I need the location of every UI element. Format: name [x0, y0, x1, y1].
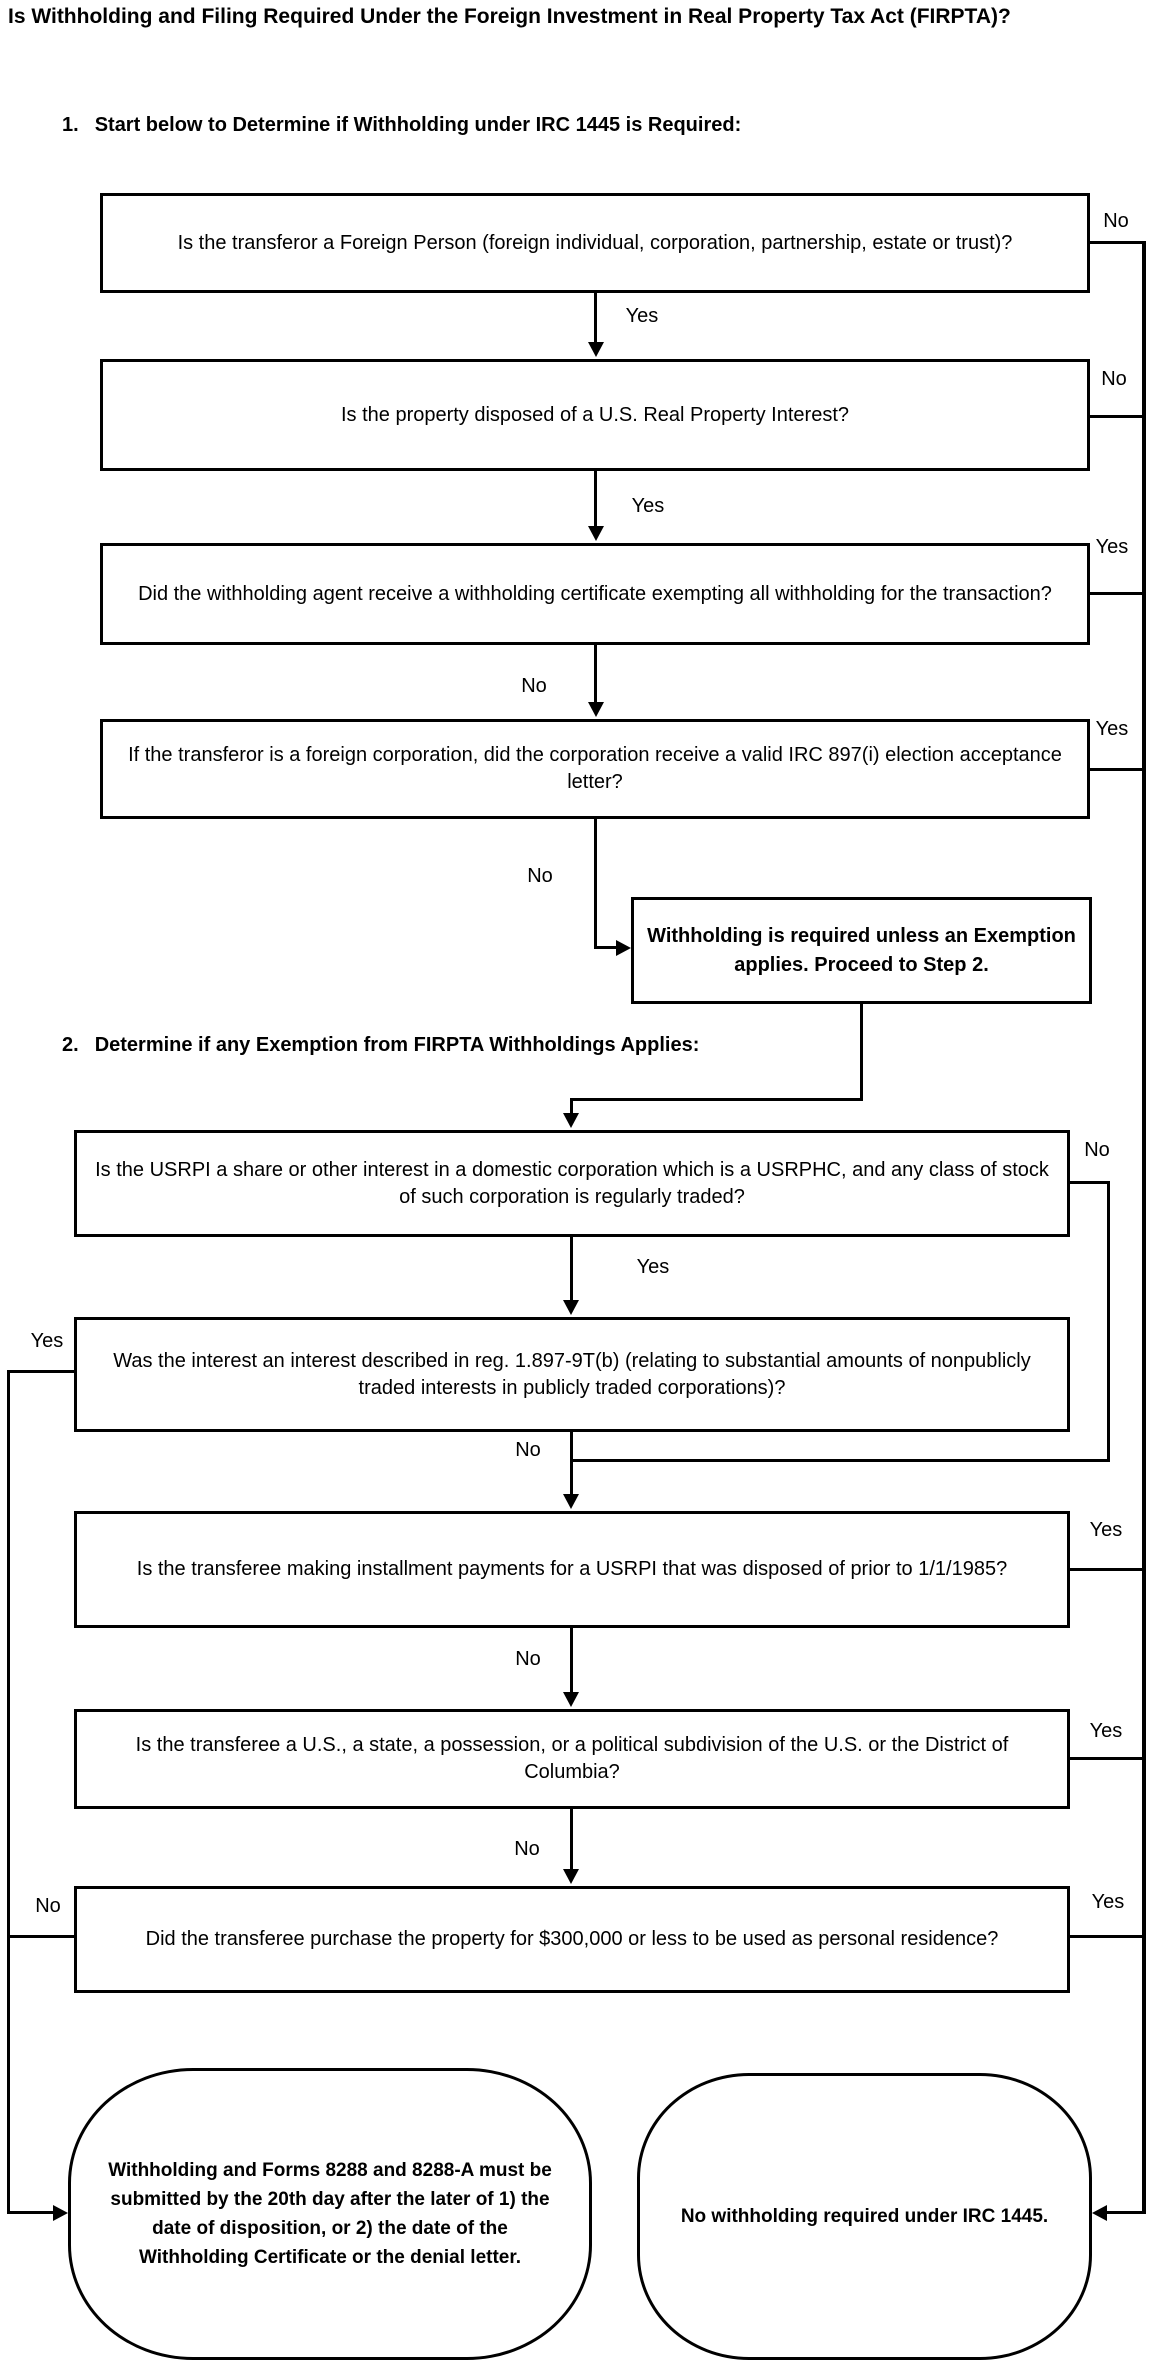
- connector-into-file-forms: [7, 2211, 53, 2214]
- edge-label-q6-yes: Yes: [28, 1330, 67, 1352]
- connector-q7-no: [570, 1628, 573, 1692]
- arrowhead-q1-yes: [588, 342, 604, 357]
- decision-reg-1897-9tb: Was the interest an interest described in reg. 1.897-9T(b) (relating to substantial amounts of nonpublicly traded interests in publicly traded corporations)?: [74, 1317, 1070, 1432]
- step1-number: 1.: [62, 114, 79, 136]
- page-title: Is Withholding and Filing Required Under the Foreign Investment in Real Property Tax Act (FIRPTA)?: [8, 5, 1011, 28]
- edge-label-q5-no: No: [1081, 1139, 1113, 1161]
- arrowhead-into-file-forms: [53, 2205, 68, 2221]
- arrowhead-step2-entry: [563, 1113, 579, 1128]
- connector-q4-no-horizontal: [594, 946, 616, 949]
- connector-q5-no-out: [1068, 1181, 1110, 1184]
- connector-q2-yes: [594, 471, 597, 526]
- arrowhead-q6-no: [563, 1494, 579, 1509]
- edge-label-q1-no: No: [1100, 210, 1132, 232]
- decision-installment-payments: Is the transferee making installment payments for a USRPI that was disposed of prior to 1/1/1985?: [74, 1511, 1070, 1628]
- connector-right-collector: [1142, 241, 1146, 2214]
- connector-q5-no-down: [1107, 1181, 1110, 1462]
- edge-label-q8-no: No: [511, 1838, 543, 1860]
- decision-usrphc-regularly-traded: Is the USRPI a share or other interest in a domestic corporation which is a USRPHC, and any class of stock of such corporation is regularly traded?: [74, 1130, 1070, 1237]
- connector-q1-no: [1088, 241, 1142, 244]
- edge-label-q2-no: No: [1098, 368, 1130, 390]
- connector-q3-no: [594, 645, 597, 702]
- edge-label-q3-no: No: [518, 675, 550, 697]
- decision-withholding-certificate: Did the withholding agent receive a withholding certificate exempting all withholding for the transaction?: [100, 543, 1090, 645]
- edge-label-q2-yes: Yes: [629, 495, 668, 517]
- connector-step2-entry: [570, 1098, 573, 1113]
- arrowhead-into-no-withholding: [1092, 2205, 1107, 2221]
- arrowhead-q3-no: [588, 702, 604, 717]
- connector-q6-no: [570, 1432, 573, 1494]
- terminal-file-forms-8288: Withholding and Forms 8288 and 8288-A must be submitted by the 20th day after the later of 1) the date of disposition, or 2) the date of the Withholding Certificate or the denial letter.: [68, 2068, 592, 2360]
- terminal-no-withholding: No withholding required under IRC 1445.: [637, 2073, 1092, 2360]
- connector-q5-yes: [570, 1237, 573, 1300]
- connector-q9-yes: [1068, 1935, 1142, 1938]
- arrowhead-q8-no: [563, 1869, 579, 1884]
- connector-q4-no-vertical: [594, 819, 597, 949]
- connector-q7-yes: [1068, 1568, 1142, 1571]
- connector-left-collector: [7, 1370, 10, 2213]
- arrowhead-q7-no: [563, 1692, 579, 1707]
- step1-heading-text: Start below to Determine if Withholding under IRC 1445 is Required:: [94, 114, 742, 136]
- edge-label-q6-no: No: [512, 1439, 544, 1461]
- edge-label-q8-yes: Yes: [1087, 1720, 1126, 1742]
- connector-q8-yes: [1068, 1757, 1142, 1760]
- connector-q2-no: [1088, 415, 1142, 418]
- edge-label-q7-yes: Yes: [1087, 1519, 1126, 1541]
- step2-number: 2.: [62, 1034, 79, 1056]
- edge-label-q3-yes: Yes: [1093, 536, 1132, 558]
- step2-heading: [62, 1032, 699, 1058]
- decision-usrpi: Is the property disposed of a U.S. Real Property Interest?: [100, 359, 1090, 471]
- edge-label-q9-no: No: [32, 1895, 64, 1917]
- connector-q3-yes: [1088, 592, 1142, 595]
- edge-label-q1-yes: Yes: [623, 305, 662, 327]
- arrowhead-into-withholding-required: [616, 940, 631, 956]
- decision-300k-personal-residence: Did the transferee purchase the property for $300,000 or less to be used as personal residence?: [74, 1886, 1070, 1993]
- connector-required-down: [860, 1004, 863, 1101]
- edge-label-q4-yes: Yes: [1093, 718, 1132, 740]
- edge-label-q9-yes: Yes: [1089, 1891, 1128, 1913]
- step1-heading: [62, 112, 741, 138]
- edge-label-q4-no: No: [524, 865, 556, 887]
- connector-q4-yes: [1088, 768, 1142, 771]
- connector-into-no-withholding: [1107, 2211, 1142, 2214]
- arrowhead-q2-yes: [588, 526, 604, 541]
- connector-q8-no: [570, 1809, 573, 1869]
- edge-label-q5-yes: Yes: [634, 1256, 673, 1278]
- decision-us-government-transferee: Is the transferee a U.S., a state, a possession, or a political subdivision of the U.S. or the District of Columbia?: [74, 1709, 1070, 1809]
- connector-q1-yes: [594, 293, 597, 342]
- connector-q9-no: [7, 1935, 74, 1938]
- arrowhead-q5-yes: [563, 1300, 579, 1315]
- edge-label-q7-no: No: [512, 1648, 544, 1670]
- connector-required-left: [570, 1098, 863, 1101]
- step2-heading-text: Determine if any Exemption from FIRPTA Withholdings Applies:: [94, 1034, 700, 1056]
- decision-irc-897i-election: If the transferor is a foreign corporation, did the corporation receive a valid IRC 897(i) election acceptance letter?: [100, 719, 1090, 819]
- process-withholding-required: Withholding is required unless an Exemption applies. Proceed to Step 2.: [631, 897, 1092, 1004]
- connector-q6-yes: [7, 1370, 74, 1373]
- decision-foreign-person: Is the transferor a Foreign Person (foreign individual, corporation, partnership, estate or trust)?: [100, 193, 1090, 293]
- connector-q5-no-join: [570, 1459, 1110, 1462]
